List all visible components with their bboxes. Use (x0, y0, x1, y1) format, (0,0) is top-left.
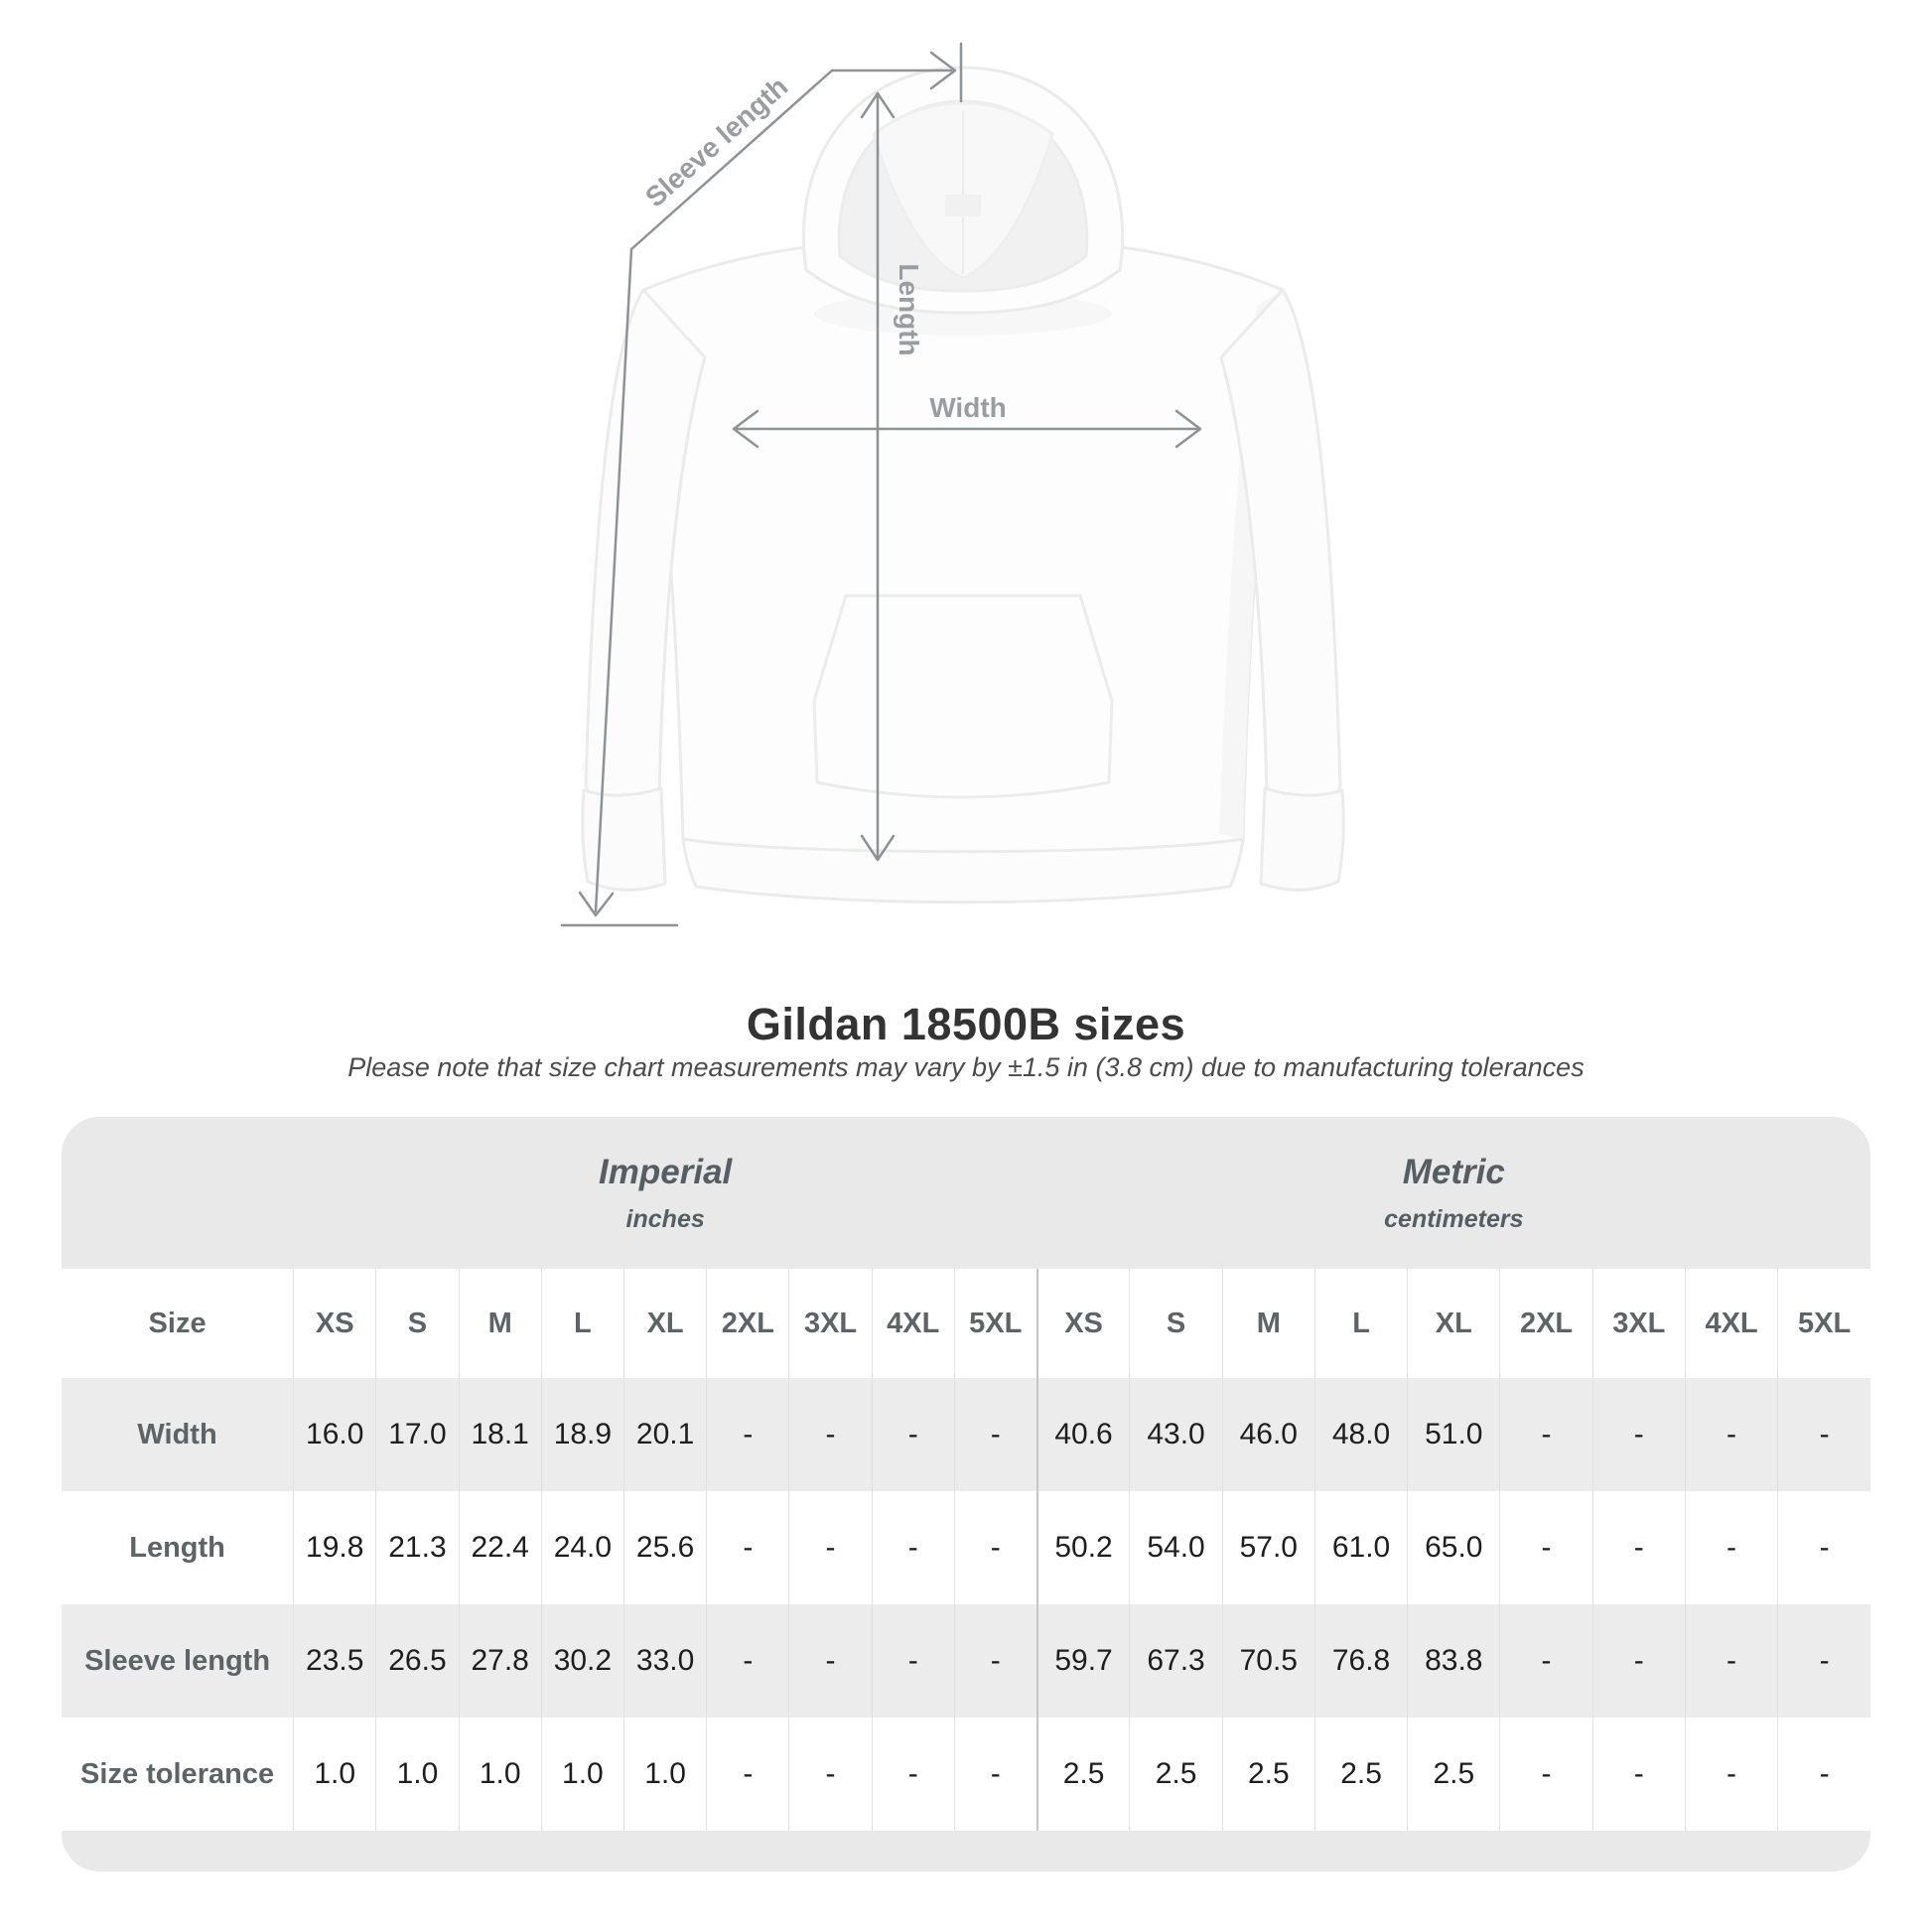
size-column-header: 5XL (954, 1269, 1036, 1378)
value-cell: - (1685, 1604, 1777, 1718)
table-row-length (62, 1491, 1870, 1604)
value-cell: 16.0 (294, 1378, 376, 1491)
size-column-header: 2XL (1500, 1269, 1592, 1378)
value-cell: 20.1 (624, 1378, 707, 1491)
value-cell: 65.0 (1408, 1491, 1500, 1604)
size-column-header: L (1314, 1269, 1407, 1378)
size-column-header: S (376, 1269, 459, 1378)
size-column-header: XL (624, 1269, 707, 1378)
value-cell: - (1500, 1491, 1592, 1604)
size-column-header: 3XL (789, 1269, 872, 1378)
value-cell: 83.8 (1408, 1604, 1500, 1718)
table-row-sleeve-length (62, 1604, 1870, 1718)
value-cell: 30.2 (541, 1604, 623, 1718)
value-cell: 18.1 (459, 1378, 541, 1491)
value-cell: - (1685, 1378, 1777, 1491)
value-cell: - (1592, 1378, 1685, 1491)
length-label: Length (894, 263, 924, 356)
size-chart-panel (62, 1117, 1870, 1871)
value-cell: 2.5 (1408, 1718, 1500, 1831)
value-cell: 33.0 (624, 1604, 707, 1718)
page-title: Gildan 18500B sizes (746, 999, 1186, 1049)
value-cell: - (707, 1718, 789, 1831)
value-cell: 26.5 (376, 1604, 459, 1718)
value-cell: - (707, 1491, 789, 1604)
value-cell: - (1592, 1718, 1685, 1831)
size-column-header: XL (1408, 1269, 1500, 1378)
value-cell: 24.0 (541, 1491, 623, 1604)
sleeve-length-label: Sleeve length (638, 70, 794, 213)
size-column-header: 2XL (707, 1269, 789, 1378)
value-cell: - (789, 1378, 872, 1491)
value-cell: 50.2 (1037, 1491, 1130, 1604)
size-table (62, 1117, 1870, 1831)
size-column-header: XS (294, 1269, 376, 1378)
value-cell: 25.6 (624, 1491, 707, 1604)
value-cell: 2.5 (1222, 1718, 1314, 1831)
value-cell: 21.3 (376, 1491, 459, 1604)
value-cell: - (1778, 1491, 1870, 1604)
value-cell: - (954, 1378, 1036, 1491)
value-cell: - (872, 1718, 954, 1831)
imperial-section-header (294, 1117, 1037, 1269)
value-cell: 54.0 (1130, 1491, 1222, 1604)
row-label: Length (62, 1491, 294, 1604)
value-cell: 48.0 (1314, 1378, 1407, 1491)
metric-unit: centimeters (1384, 1204, 1524, 1233)
value-cell: - (1778, 1378, 1870, 1491)
size-column-header: S (1130, 1269, 1222, 1378)
value-cell: 2.5 (1314, 1718, 1407, 1831)
value-cell: 2.5 (1130, 1718, 1222, 1831)
value-cell: 59.7 (1037, 1604, 1130, 1718)
value-cell: 19.8 (294, 1491, 376, 1604)
value-cell: - (1685, 1718, 1777, 1831)
tolerance-note: Please note that size chart measurements may vary by ±1.5 in (3.8 cm) due to manufacturing tolerances (347, 1052, 1585, 1082)
value-cell: - (789, 1491, 872, 1604)
value-cell: - (1500, 1378, 1592, 1491)
value-cell: 1.0 (459, 1718, 541, 1831)
value-cell: - (1500, 1718, 1592, 1831)
value-cell: 18.9 (541, 1378, 623, 1491)
imperial-label: Imperial (599, 1152, 733, 1191)
value-cell: 61.0 (1314, 1491, 1407, 1604)
value-cell: 51.0 (1408, 1378, 1500, 1491)
size-column-header: M (459, 1269, 541, 1378)
value-cell: 46.0 (1222, 1378, 1314, 1491)
value-cell: 43.0 (1130, 1378, 1222, 1491)
value-cell: 2.5 (1037, 1718, 1130, 1831)
size-column-header: L (541, 1269, 623, 1378)
value-cell: 67.3 (1130, 1604, 1222, 1718)
size-column-header: 4XL (872, 1269, 954, 1378)
row-label: Size tolerance (62, 1718, 294, 1831)
row-label: Sleeve length (62, 1604, 294, 1718)
value-cell: 1.0 (541, 1718, 623, 1831)
metric-label: Metric (1402, 1152, 1505, 1191)
value-cell: - (954, 1718, 1036, 1831)
value-cell: - (1592, 1604, 1685, 1718)
imperial-unit: inches (625, 1204, 705, 1233)
value-cell: - (872, 1604, 954, 1718)
value-cell: 76.8 (1314, 1604, 1407, 1718)
corner-cell (62, 1117, 294, 1269)
value-cell: - (707, 1378, 789, 1491)
size-corner-label: Size (62, 1269, 294, 1378)
unit-section-row (62, 1117, 1870, 1269)
size-column-header: XS (1037, 1269, 1130, 1378)
table-row-size-tolerance (62, 1718, 1870, 1831)
value-cell: - (872, 1491, 954, 1604)
value-cell: 1.0 (376, 1718, 459, 1831)
size-column-header: M (1222, 1269, 1314, 1378)
value-cell: - (789, 1718, 872, 1831)
size-column-header: 4XL (1685, 1269, 1777, 1378)
value-cell: 17.0 (376, 1378, 459, 1491)
value-cell: 40.6 (1037, 1378, 1130, 1491)
value-cell: - (1592, 1491, 1685, 1604)
value-cell: 57.0 (1222, 1491, 1314, 1604)
value-cell: - (1500, 1604, 1592, 1718)
value-cell: 22.4 (459, 1491, 541, 1604)
value-cell: - (707, 1604, 789, 1718)
value-cell: - (1778, 1718, 1870, 1831)
table-row-width (62, 1378, 1870, 1491)
value-cell: - (872, 1378, 954, 1491)
size-column-header: 3XL (1592, 1269, 1685, 1378)
value-cell: 1.0 (624, 1718, 707, 1831)
value-cell: - (789, 1604, 872, 1718)
width-label: Width (929, 392, 1007, 423)
value-cell: 70.5 (1222, 1604, 1314, 1718)
value-cell: - (954, 1604, 1036, 1718)
value-cell: 1.0 (294, 1718, 376, 1831)
size-column-header: 5XL (1778, 1269, 1870, 1378)
value-cell: - (1778, 1604, 1870, 1718)
value-cell: - (1685, 1491, 1777, 1604)
value-cell: - (954, 1491, 1036, 1604)
row-label: Width (62, 1378, 294, 1491)
size-header-row (62, 1269, 1870, 1378)
metric-section-header (1037, 1117, 1870, 1269)
value-cell: 27.8 (459, 1604, 541, 1718)
value-cell: 23.5 (294, 1604, 376, 1718)
